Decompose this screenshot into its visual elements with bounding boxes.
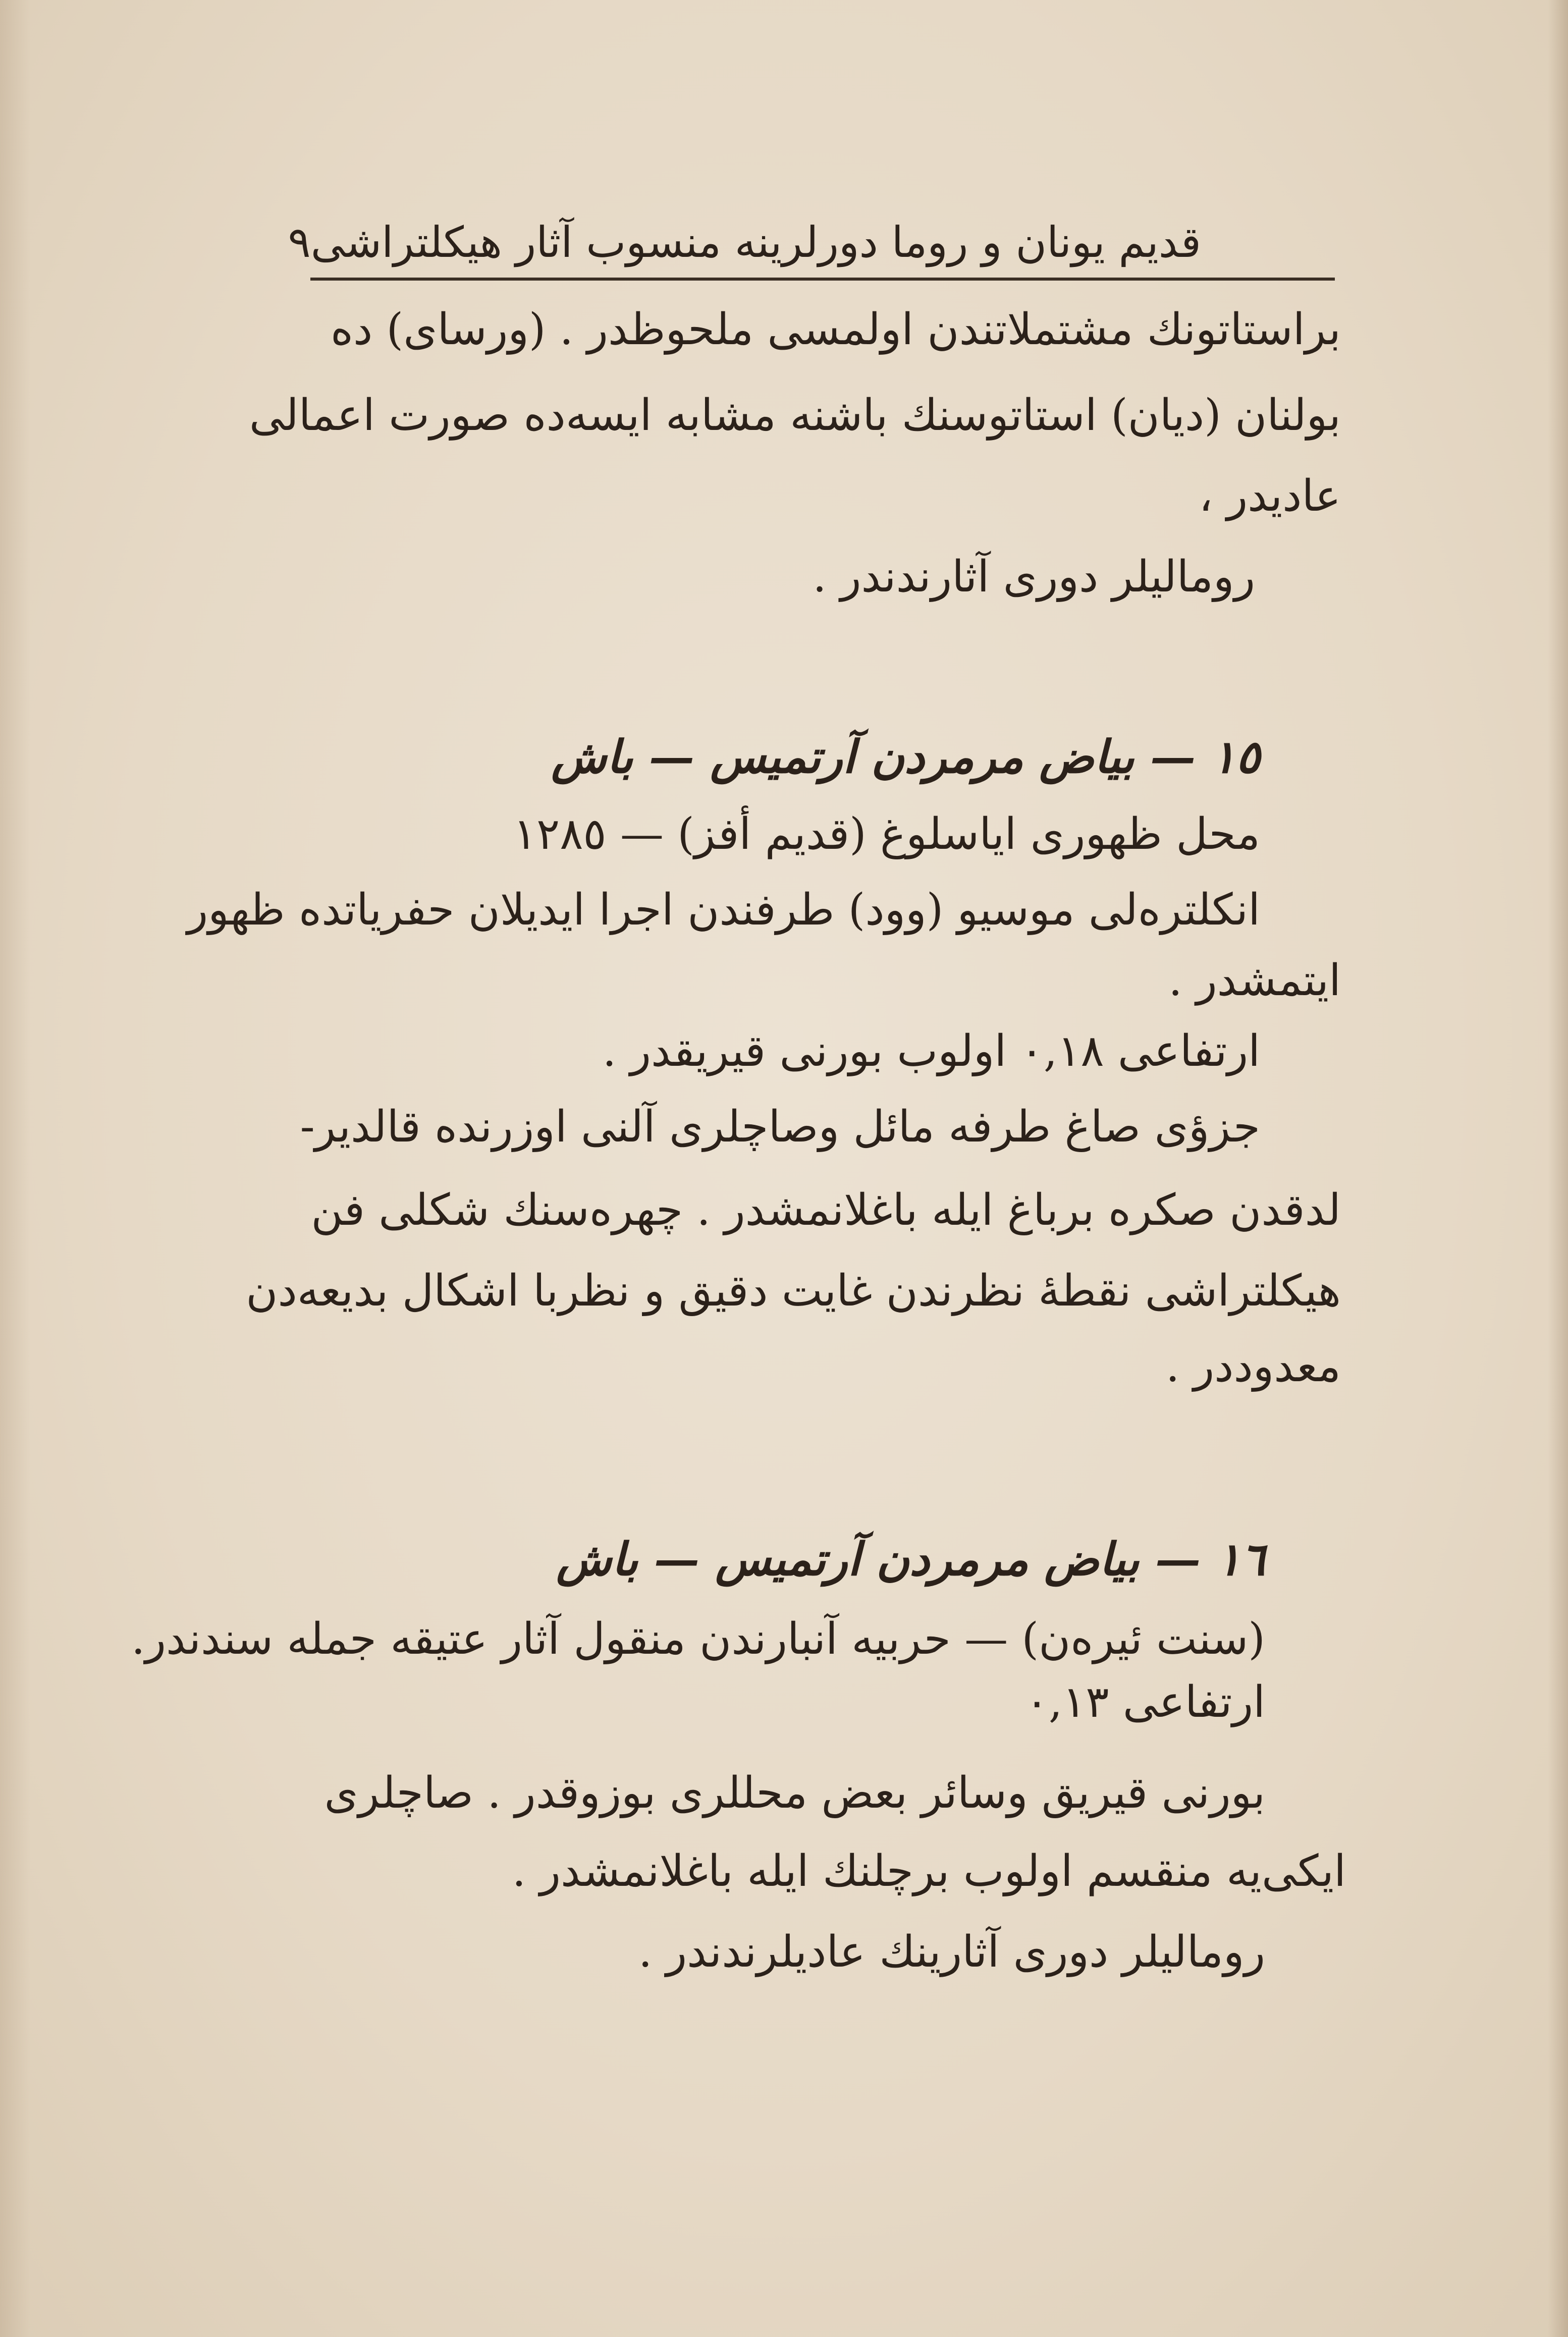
entry-line: انكلتره‌لى موسيو (وود) طرفندن اجرا ايديلان حفرياتده ظهور [187,885,1260,935]
paragraph-line: براستاتونك مشتملاتندن اولمسى ملحوظدر . (ورساى) ده [330,304,1341,355]
running-header [288,212,1201,273]
page-edge-shadow-left [0,0,30,2337]
entry-line: ارتفاعى ٠,١٨ اولوب بورنى قيريقدر . [602,1026,1260,1076]
page-number: ٩ [288,218,311,267]
entry-heading-15: ١٥ — بياض مرمردن آرتميس — باش [551,730,1260,784]
entry-line: بورنى قيريق وسائر بعض محللرى بوزوقدر . صاچلرى [324,1768,1265,1818]
entry-line: ارتفاعى ٠,١٣ [1025,1677,1265,1727]
entry-line: ايتمشدر . [1168,955,1341,1006]
entry-line: ايكى‌يه منقسم اولوب برچلنك ايله باغلانمشدر . [512,1846,1346,1896]
entry-line: معدوددر . [1165,1341,1341,1392]
entry-line: روماليلر دورى آثارينك عاديلرندندر . [638,1927,1265,1977]
running-title: قديم يونان و روما دورلرينه منسوب آثار هيكلتراشى [310,218,1201,267]
paragraph-line: عاديدر ، [1199,471,1341,521]
entry-line: جزؤى صاغ طرفه مائل وصاچلرى آلنى اوزرنده قالدير- [300,1102,1260,1152]
entry-heading-16: ١٦ — بياض مرمردن آرتميس — باش [556,1533,1265,1586]
entry-line: (سنت ئيره‌ن) — حربيه آنبارندن منقول آثار عتيقه جمله سندندر. [131,1614,1265,1664]
header-rule [310,278,1335,281]
entry-line: محل ظهورى اياسلوغ (قديم أفز) — ١٢٨٥ [513,809,1260,859]
page-edge-shadow-right [1548,0,1568,2337]
entry-line: هيكلتراشى نقطهٔ نظرندن غايت دقيق و نظربا اشكال بديعه‌دن [246,1266,1341,1316]
paragraph-line: بولنان (ديان) استاتوسنك باشنه مشابه ايسه‌ده صورت اعمالى [249,390,1341,441]
paragraph-line: روماليلر دورى آثارندندر . [813,552,1255,602]
entry-line: لدقدن صكره برباغ ايله باغلانمشدر . چهره‌سنك شكلى فن [311,1185,1341,1235]
